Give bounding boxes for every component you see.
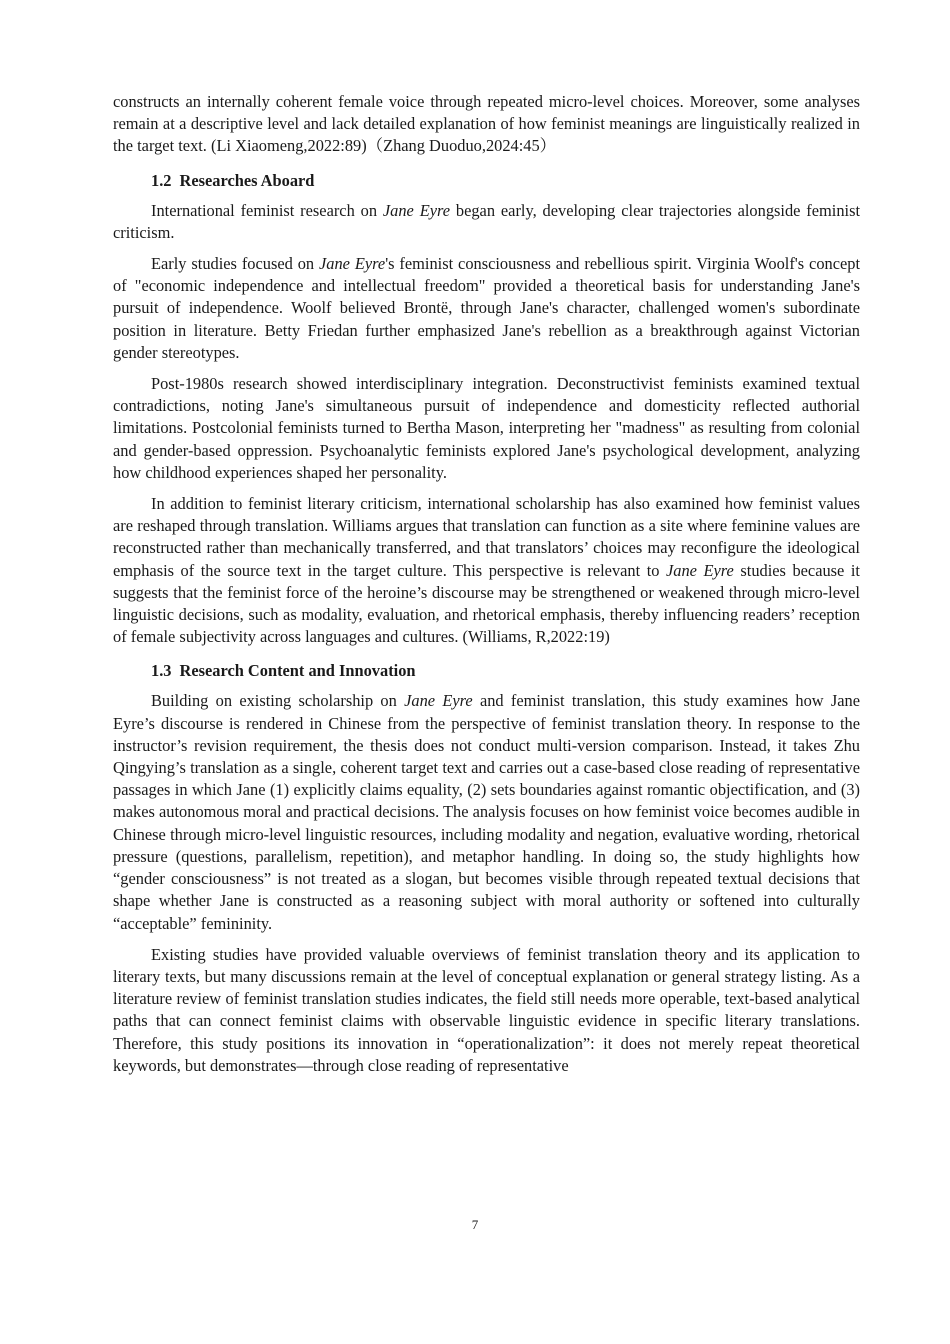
book-title: Jane Eyre [404, 691, 473, 711]
section-title: Researches Aboard [179, 170, 315, 190]
section-title: Research Content and Innovation [179, 661, 416, 681]
section-heading-1-3 [113, 660, 860, 682]
paragraph: Early studies focused on Jane Eyre's feminist consciousness and rebellious spirit. Virginia Woolf's concept of "economic independence and intellectual freedom" provided a theoretical basis for understanding Jane's pursuit of independence. Woolf believed Brontë, through Jane's character, challenged women's subordinate position in literature. Betty Friedan further emphasized Jane's rebellion as a breakthrough against Victorian gender stereotypes. [113, 254, 861, 362]
paragraph: Post-1980s research showed interdisciplinary integration. Deconstructivist feminists examined textual contradictions, noting Jane's simultaneous pursuit of independence and domesticity reflected authorial limitations. Postcolonial feminists turned to Bertha Mason, interpreting her "madness" as resulting from colonial and gender-based oppression. Psychoanalytic feminists explored Jane's psychological development, analyzing how childhood experiences shaped her personality. [113, 374, 860, 482]
document-page [113, 91, 860, 1086]
section-number: 1.2 [151, 170, 172, 190]
page-number: 7 [471, 1217, 479, 1232]
section-number: 1.3 [151, 661, 172, 681]
section-heading-1-2 [113, 170, 860, 192]
paragraph: Existing studies have provided valuable overviews of feminist translation theory and its application to literary texts, but many discussions remain at the level of conceptual explanation or general strategy listing. As a literature review of feminist translation studies indicates, the field still needs more operable, text-based analytical paths that can connect feminist claims with observable linguistic evidence in specific literary translations. Therefore, this study positions its innovation in “operationalization”: it does not merely repeat theoretical keywords, but demonstrates—through close reading of representative [113, 944, 860, 1075]
paragraph: In addition to feminist literary criticism, international scholarship has also examined how feminist values are reshaped through translation. Williams argues that translation can function as a site where feminine values are reconstructed rather than mechanically transferred, and that translators’ choices may reconfigure the ideological emphasis of the source text in the target culture. This perspective is relevant to Jane Eyre studies because it suggests that the feminist force of the heroine’s discourse may be strengthened or weakened through micro-level linguistic decisions, such as modality, evaluation, and rhetorical emphasis, thereby influencing readers’ reception of female subjectivity across languages and cultures. (Williams, R,2022:19) [113, 494, 860, 647]
book-title: Jane Eyre [319, 254, 386, 274]
paragraph: International feminist research on Jane Eyre began early, developing clear trajectories alongside feminist criticism. [113, 200, 860, 242]
paragraph-continuation: constructs an internally coherent female voice through repeated micro-level choices. Moreover, some analyses remain at a descriptive level and lack detailed explanation of how feminist meanings are linguistically realized in the target text. (Li Xiaomeng,2022:89)（Zhang Duoduo,2024:45） [113, 92, 860, 156]
book-title: Jane Eyre [382, 200, 451, 220]
paragraph: Building on existing scholarship on Jane Eyre and feminist translation, this study examines how Jane Eyre’s discourse is rendered in Chinese from the perspective of feminist translation theory. In response to the instructor’s revision requirement, the thesis does not conduct multi-version comparison. Instead, it takes Zhu Qingying’s translation as a single, coherent target text and carries out a case-based close reading of representative passages in which Jane (1) explicitly claims equality, (2) sets boundaries against romantic objectification, and (3) makes autonomous moral and practical decisions. The analysis focuses on how feminist voice becomes audible in Chinese through micro-level linguistic resources, including modality and negation, evaluative wording, rhetorical pressure (questions, parallelism, repetition), and metaphor handling. In doing so, the study highlights how “gender consciousness” is not treated as a slogan, but becomes visible through repeated textual decisions that shape whether Jane is constructed as a reasoning subject with moral authority or softened into culturally “acceptable” femininity. [113, 691, 861, 933]
book-title: Jane Eyre [666, 560, 734, 580]
